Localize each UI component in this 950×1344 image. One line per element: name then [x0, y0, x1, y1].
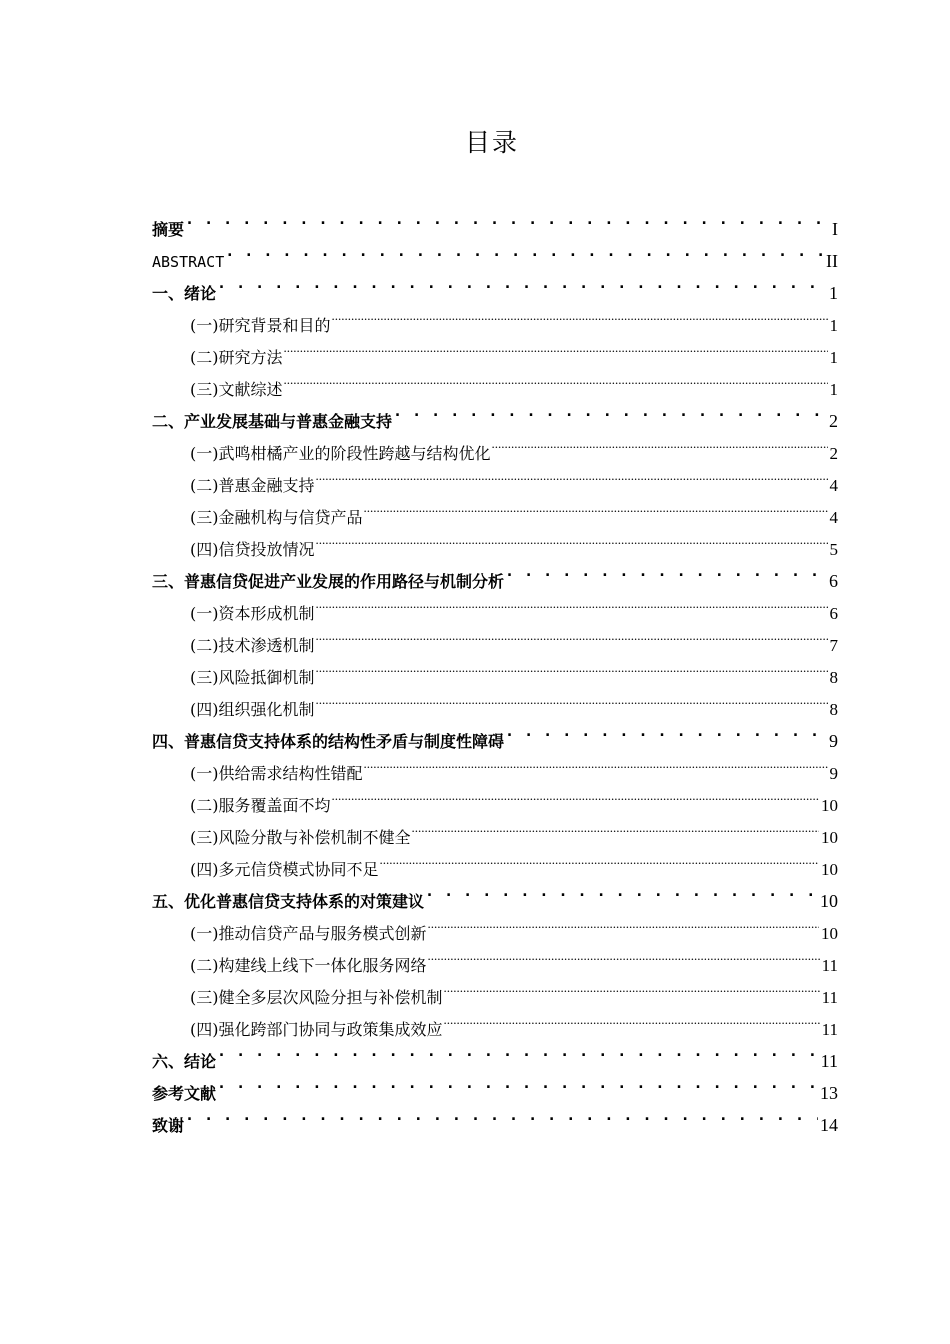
toc-entry-chapter[interactable]	[152, 1067, 838, 1103]
toc-entry-chapter[interactable]	[152, 1099, 838, 1135]
toc-dot-leader	[428, 939, 820, 971]
toc-dot-leader	[185, 1099, 818, 1131]
toc-dot-leader	[428, 907, 820, 939]
toc-page-number: 9	[829, 731, 838, 751]
toc-page-number: 8	[829, 700, 838, 719]
toc-entry-chapter[interactable]	[152, 203, 838, 239]
toc-entry-title: (二)服务覆盖面不均	[190, 796, 331, 815]
toc-dot-leader	[316, 683, 828, 715]
toc-dot-leader	[332, 779, 820, 811]
toc-entry-title: 三、普惠信贷促进产业发展的作用路径与机制分析	[152, 572, 505, 591]
toc-entry-title: 四、普惠信贷支持体系的结构性矛盾与制度性障碍	[152, 732, 505, 751]
toc-page-number: 11	[821, 988, 838, 1007]
toc-entry-title: 六、结论	[152, 1052, 217, 1071]
toc-page-number: 10	[821, 924, 838, 943]
toc-page-number: 14	[820, 1115, 838, 1135]
toc-dot-leader	[505, 555, 827, 587]
toc-entry-title: ABSTRACT	[152, 253, 225, 271]
toc-page-number: II	[826, 251, 838, 271]
toc-page-number: 1	[829, 380, 838, 399]
toc-entry-title: 一、绪论	[152, 284, 217, 303]
toc-dot-leader	[217, 1035, 819, 1067]
toc-dot-leader	[444, 971, 820, 1003]
toc-page-number: 4	[829, 508, 838, 527]
toc-entry-title: 致谢	[152, 1116, 185, 1135]
toc-entry-title: (二)研究方法	[190, 348, 283, 367]
toc-page-number: 10	[821, 828, 838, 847]
toc-dot-leader	[316, 619, 828, 651]
toc-entry-title: (一)研究背景和目的	[190, 316, 331, 335]
toc-page-number: 6	[829, 571, 838, 591]
toc-page-number: 11	[821, 1020, 838, 1039]
toc-page-number: 11	[821, 956, 838, 975]
toc-dot-leader	[316, 587, 828, 619]
toc-page-number: 4	[829, 476, 838, 495]
toc-page-number: 13	[820, 1083, 838, 1103]
toc-dot-leader	[492, 427, 828, 459]
toc-dot-leader	[412, 811, 820, 843]
toc-entry-title: (一)供给需求结构性错配	[190, 764, 363, 783]
toc-page-number: 10	[821, 796, 838, 815]
toc-entry-title: (三)文献综述	[190, 380, 283, 399]
toc-dot-leader	[284, 331, 828, 363]
toc-dot-leader	[444, 1003, 820, 1035]
toc-entry-title: (二)构建线上线下一体化服务网络	[190, 956, 427, 975]
toc-page-number: 7	[829, 636, 838, 655]
toc-dot-leader	[393, 395, 827, 427]
toc-page-number: 5	[829, 540, 838, 559]
toc-dot-leader	[284, 363, 828, 395]
toc-entry-chapter[interactable]	[152, 267, 838, 303]
toc-dot-leader	[425, 875, 818, 907]
toc-entry-title: (一)武鸣柑橘产业的阶段性跨越与结构优化	[190, 444, 491, 463]
toc-dot-leader	[217, 1067, 818, 1099]
toc-dot-leader	[505, 715, 827, 747]
toc-dot-leader	[217, 267, 827, 299]
toc-entry-title: (四)强化跨部门协同与政策集成效应	[190, 1020, 443, 1039]
toc-page-number: 2	[829, 411, 838, 431]
toc-page-number: 10	[821, 860, 838, 879]
toc-page-number: 1	[829, 316, 838, 335]
toc-dot-leader	[380, 843, 820, 875]
table-of-contents	[152, 203, 838, 1135]
toc-entry-title: (四)信贷投放情况	[190, 540, 315, 559]
toc-page-number: 6	[829, 604, 838, 623]
toc-dot-leader	[316, 651, 828, 683]
toc-entry-title: (四)组织强化机制	[190, 700, 315, 719]
toc-dot-leader	[316, 459, 828, 491]
toc-entry-title: (一)资本形成机制	[190, 604, 315, 623]
toc-dot-leader	[364, 747, 828, 779]
toc-entry-section[interactable]	[152, 299, 838, 335]
toc-entry-title: (二)技术渗透机制	[190, 636, 315, 655]
toc-entry-title: (二)普惠金融支持	[190, 476, 315, 495]
toc-entry-title: 参考文献	[152, 1084, 217, 1103]
toc-entry-chapter[interactable]	[152, 235, 838, 271]
toc-page-number: 11	[820, 1051, 838, 1071]
toc-dot-leader	[225, 235, 824, 267]
toc-dot-leader	[364, 491, 828, 523]
toc-page-number: 10	[820, 891, 838, 911]
toc-page-number: 8	[829, 668, 838, 687]
toc-entry-title: (一)推动信贷产品与服务模式创新	[190, 924, 427, 943]
toc-page-number: 2	[829, 444, 838, 463]
toc-entry-title: (三)风险抵御机制	[190, 668, 315, 687]
toc-dot-leader	[316, 523, 828, 555]
toc-page-number: I	[832, 219, 838, 239]
toc-entry-chapter[interactable]	[152, 1035, 838, 1071]
toc-dot-leader	[185, 203, 830, 235]
toc-entry-title: 二、产业发展基础与普惠金融支持	[152, 412, 393, 431]
toc-page-number: 1	[829, 348, 838, 367]
toc-entry-title: (三)风险分散与补偿机制不健全	[190, 828, 411, 847]
toc-dot-leader	[332, 299, 828, 331]
toc-page-number: 9	[829, 764, 838, 783]
toc-entry-title: 五、优化普惠信贷支持体系的对策建议	[152, 892, 425, 911]
toc-entry-title: 摘要	[152, 220, 185, 239]
toc-entry-title: (三)健全多层次风险分担与补偿机制	[190, 988, 443, 1007]
toc-page-number: 1	[829, 283, 838, 303]
toc-entry-title: (四)多元信贷模式协同不足	[190, 860, 379, 879]
page-title: 目录	[464, 128, 519, 157]
toc-entry-title: (三)金融机构与信贷产品	[190, 508, 363, 527]
